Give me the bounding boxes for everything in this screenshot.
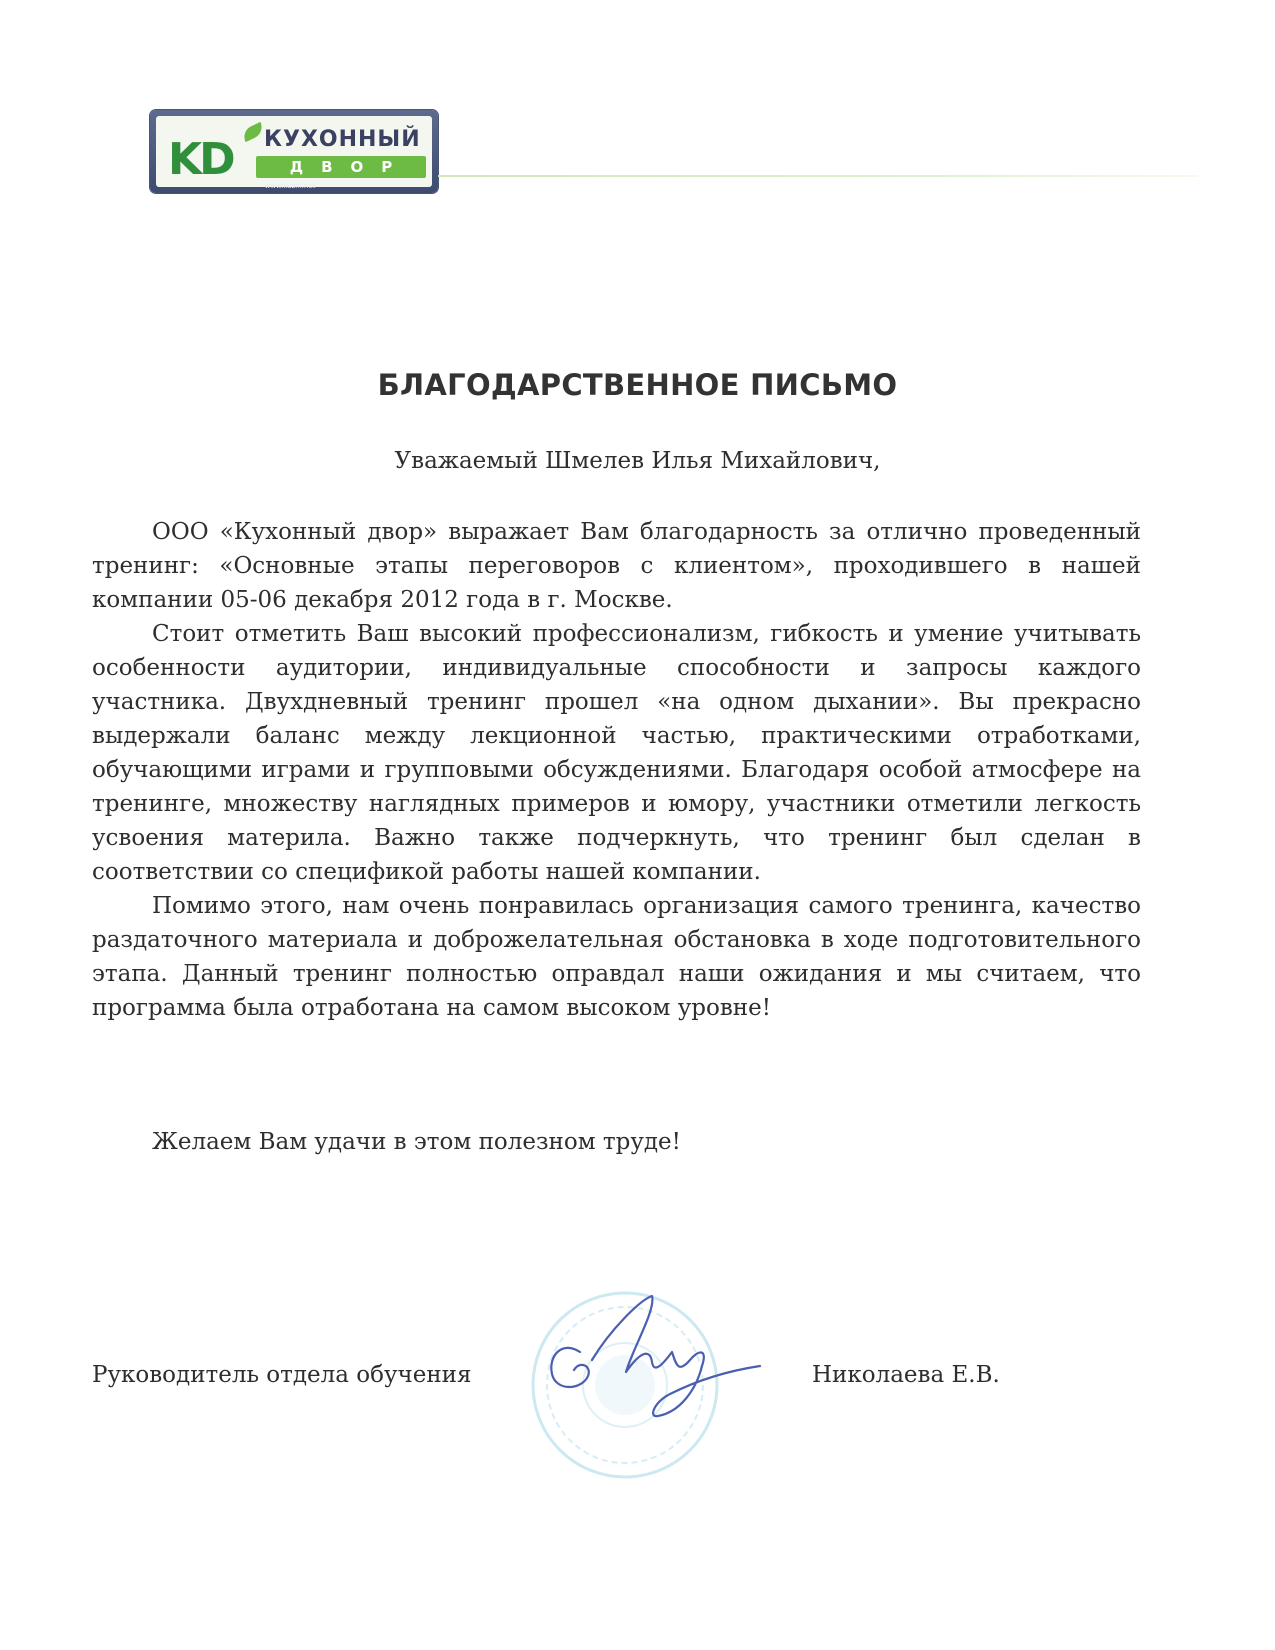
signer-role: Руководитель отдела обучения — [92, 1362, 472, 1388]
leaf-icon — [240, 122, 265, 142]
company-logo — [150, 110, 438, 193]
salutation: Уважаемый Шмелев Илья Михайлович, — [394, 448, 881, 474]
header-divider — [438, 175, 1198, 177]
handwritten-signature — [540, 1290, 800, 1430]
logo-word-dvor: ДВОР — [289, 158, 411, 176]
logo-url: www.kuzni.net — [264, 182, 316, 190]
logo-word-kuhonny: КУХОННЫЙ — [264, 127, 421, 152]
signer-name: Николаева Е.В. — [812, 1362, 1000, 1388]
closing-wish: Желаем Вам удачи в этом полезном труде! — [152, 1129, 681, 1155]
letter-title: БЛАГОДАРСТВЕННОЕ ПИСЬМО — [377, 368, 898, 402]
letter-body — [92, 515, 1141, 1025]
body-paragraph: Стоит отметить Ваш высокий профессионализм, гибкость и умение учитывать особенности аудитории, индивидуальные способности и запросы каждого участника. Двухдневный тренинг прошел «на одном дыхании». Вы прекрасно выдержали баланс между лекционной частью, практическими отработками, обучающими играми и групповыми обсуждениями. Благодаря особой атмосфере на тренинге, множеству наглядных примеров и юмору, участники отметили легкость усвоения материла. Важно также подчеркнуть, что тренинг был сделан в соответствии со спецификой работы нашей компании. — [92, 621, 1141, 885]
logo-mark: KD — [168, 134, 233, 185]
body-paragraph: Помимо этого, нам очень понравилась организация самого тренинга, качество раздаточного материала и доброжелательная обстановка в ходе подготовительного этапа. Данный тренинг полностью оправдал наши ожидания и мы считаем, что программа была отработана на самом высоком уровне! — [92, 893, 1141, 1021]
body-paragraph: ООО «Кухонный двор» выражает Вам благодарность за отлично проведенный тренинг: «Основные этапы переговоров с клиентом», проходившего в нашей компании 05-06 декабря 2012 года в г. Москве. — [92, 519, 1141, 613]
